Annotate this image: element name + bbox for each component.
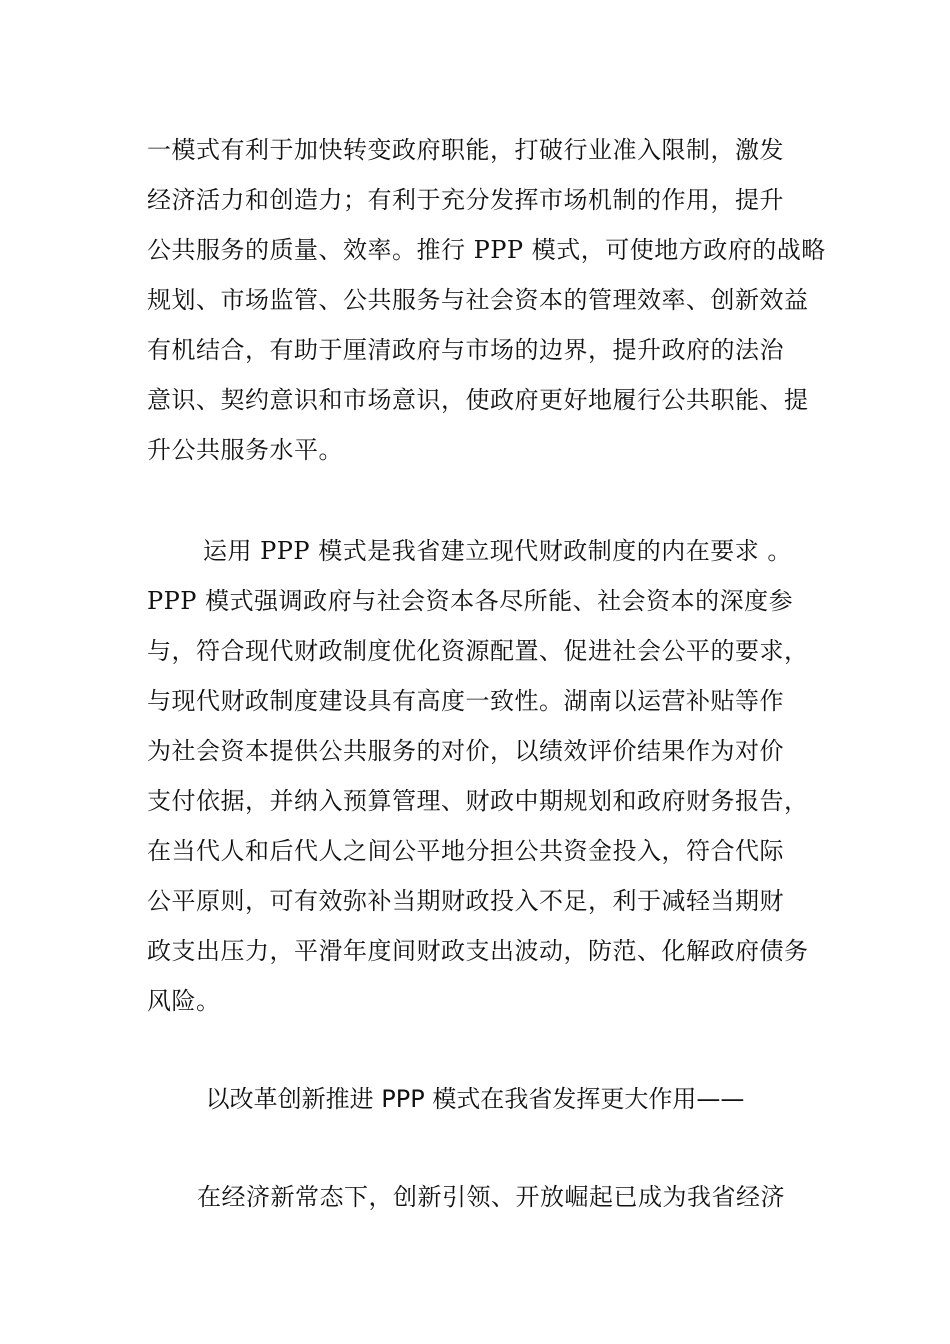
text-line: 与，符合现代财政制度优化资源配置、促进社会公平的要求，	[147, 637, 809, 665]
text-line: 支付依据，并纳入预算管理、财政中期规划和政府财务报告，	[147, 787, 809, 815]
text-line: 在当代人和后代人之间公平地分担公共资金投入，符合代际	[147, 837, 784, 865]
text-line: 意识、契约意识和市场意识，使政府更好地履行公共职能、提	[147, 386, 809, 414]
text-line: 与现代财政制度建设具有高度一致性。湖南以运营补贴等作	[147, 687, 784, 715]
text-line: 有机结合，有助于厘清政府与市场的边界，提升政府的法治	[147, 336, 784, 364]
text-line: 在经济新常态下，创新引领、开放崛起已成为我省经济	[197, 1183, 785, 1211]
section-heading: 以改革创新推进 PPP 模式在我省发挥更大作用——	[205, 1085, 745, 1113]
text-line: 公平原则，可有效弥补当期财政投入不足，利于减轻当期财	[147, 887, 784, 915]
text-line: PPP 模式强调政府与社会资本各尽所能、社会资本的深度参	[147, 587, 794, 615]
text-line: 运用 PPP 模式是我省建立现代财政制度的内在要求 。	[203, 537, 792, 565]
text-line: 升公共服务水平。	[147, 436, 343, 464]
text-line: 政支出压力，平滑年度间财政支出波动，防范、化解政府债务	[147, 937, 809, 965]
text-line: 经济活力和创造力；有利于充分发挥市场机制的作用，提升	[147, 186, 784, 214]
text-line: 为社会资本提供公共服务的对价，以绩效评价结果作为对价	[147, 737, 784, 765]
text-line: 规划、市场监管、公共服务与社会资本的管理效率、创新效益	[147, 286, 809, 314]
text-line: 风险。	[147, 987, 221, 1015]
text-line: 一模式有利于加快转变政府职能，打破行业准入限制，激发	[147, 136, 784, 164]
text-line: 公共服务的质量、效率。推行 PPP 模式，可使地方政府的战略	[147, 236, 826, 264]
